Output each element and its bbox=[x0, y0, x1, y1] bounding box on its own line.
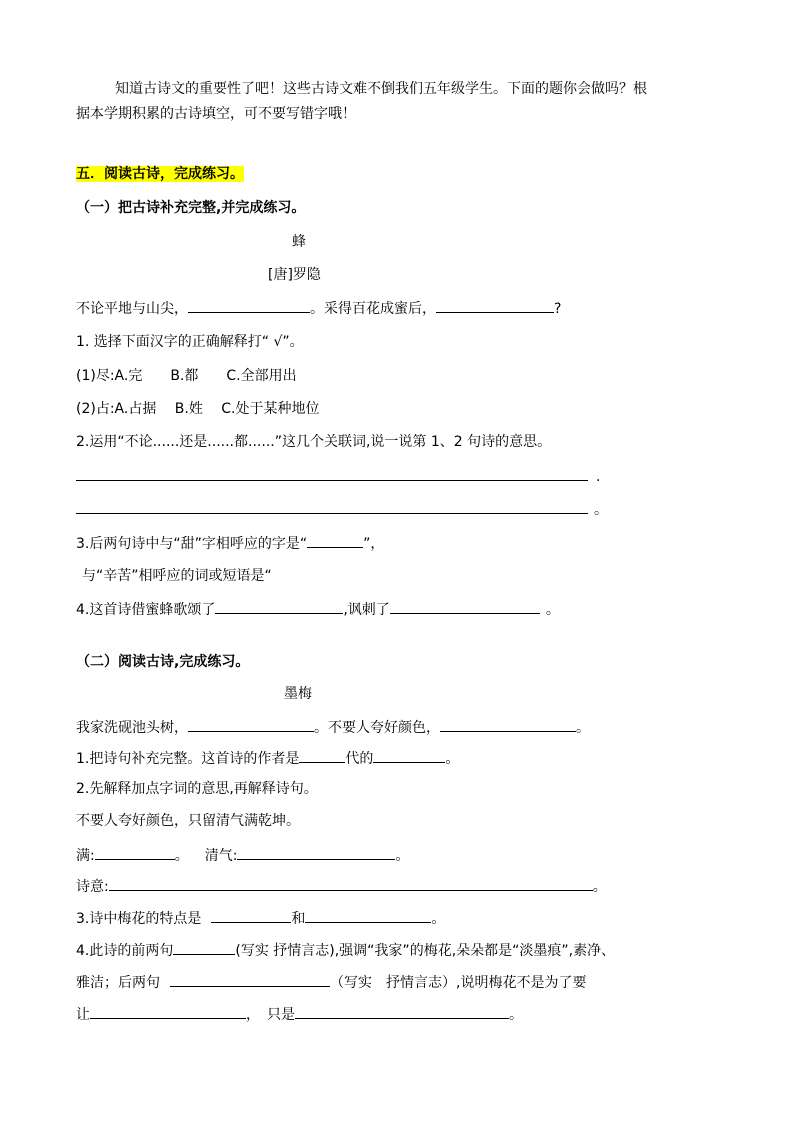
section-heading-text: 五．阅读古诗，完成练习。 bbox=[76, 166, 244, 182]
part2-heading: （二）阅读古诗,完成练习。 bbox=[76, 654, 250, 670]
intro-line-2: 据本学期积累的古诗填空，可不要写错字哦！ bbox=[76, 106, 356, 122]
part1-q3-line-2: 与“辛苦”相呼应的词或短语是“ bbox=[82, 568, 272, 584]
poem2-text-c: 。 bbox=[576, 720, 590, 736]
answer-blank[interactable] bbox=[76, 499, 588, 514]
answer-end-mark: 。 bbox=[594, 502, 608, 518]
man-end: 。 bbox=[174, 848, 189, 864]
answer-end-mark: . bbox=[596, 469, 601, 485]
part1-q3-line-1 bbox=[76, 533, 384, 554]
qingqi-blank[interactable] bbox=[237, 845, 395, 860]
p2q4-l2-pre: 雅洁；后两句 bbox=[76, 975, 160, 991]
q3-text-pre: 3.后两句诗中与“甜”字相呼应的字是“ bbox=[76, 536, 308, 552]
part2-q2-meaning bbox=[76, 876, 607, 897]
qingqi-end: 。 bbox=[395, 848, 410, 864]
poem2-fill-line bbox=[76, 717, 590, 738]
part1-q2-answer-1 bbox=[76, 466, 600, 487]
p2q4-l3-pre: 让 bbox=[76, 1007, 90, 1023]
p2q4-l3-post: 。 bbox=[509, 1007, 523, 1023]
poem2-blank-1[interactable] bbox=[188, 717, 314, 732]
q4-blank-2[interactable] bbox=[390, 599, 540, 614]
poem1-fill-line bbox=[76, 298, 561, 319]
p2q4-blank-1[interactable] bbox=[173, 940, 235, 955]
p2q1-blank-1[interactable] bbox=[299, 748, 345, 763]
intro-line-1: 知道古诗文的重要性了吧！这些古诗文难不倒我们五年级学生。下面的题你会做吗？根 bbox=[115, 81, 647, 97]
answer-blank[interactable] bbox=[76, 466, 588, 481]
part2-q4-line-2 bbox=[76, 972, 586, 993]
part1-q1-b: (2)占:A.占据 B.姓 C.处于某种地位 bbox=[76, 401, 320, 417]
part2-q2-verse: 不要人夸好颜色，只留清气满乾坤。 bbox=[76, 813, 300, 829]
part2-q3 bbox=[76, 908, 445, 929]
p2q4-l3-mid: ， 只是 bbox=[246, 1007, 295, 1023]
man-label: 满: bbox=[76, 848, 95, 864]
poem2-text-b: 。不要人夸好颜色， bbox=[314, 720, 440, 736]
poem1-blank-1[interactable] bbox=[188, 298, 310, 313]
poem2-blank-2[interactable] bbox=[440, 717, 576, 732]
part2-q1 bbox=[76, 748, 459, 769]
part1-q4 bbox=[76, 599, 560, 620]
q3-blank[interactable] bbox=[307, 533, 363, 548]
p2q3-blank-1[interactable] bbox=[211, 908, 291, 923]
part2-q2: 2.先解释加点字词的意思,再解释诗句。 bbox=[76, 781, 318, 797]
part1-heading: （一）把古诗补充完整,并完成练习。 bbox=[76, 200, 306, 216]
p2q3-text-pre: 3.诗中梅花的特点是 bbox=[76, 911, 202, 927]
p2q3-text-mid: 和 bbox=[291, 911, 306, 927]
poem1-text-a: 不论平地与山尖， bbox=[76, 301, 188, 317]
p2q4-text-pre: 4.此诗的前两句 bbox=[76, 943, 174, 959]
part1-q2-answer-2 bbox=[76, 499, 608, 520]
shiyi-label: 诗意: bbox=[76, 879, 109, 895]
part2-q4-line-1 bbox=[76, 940, 615, 961]
poem1-text-b: 。采得百花成蜜后， bbox=[310, 301, 436, 317]
p2q4-blank-3[interactable] bbox=[90, 1004, 246, 1019]
part2-q2-words bbox=[76, 845, 409, 866]
man-blank[interactable] bbox=[95, 845, 175, 860]
p2q1-text-pre: 1.把诗句补充完整。这首诗的作者是 bbox=[76, 751, 300, 767]
p2q4-text-mid: (写实 抒情言志),强调“我家”的梅花,朵朵都是“淡墨痕”,素净、 bbox=[235, 943, 616, 959]
poem1-blank-2[interactable] bbox=[436, 298, 554, 313]
part1-q1-a: (1)尽:A.完 B.都 C.全部用出 bbox=[76, 368, 297, 384]
qingqi-label: 清气: bbox=[204, 848, 238, 864]
p2q1-blank-2[interactable] bbox=[373, 748, 445, 763]
q4-text-post: 。 bbox=[545, 602, 560, 618]
poem1-text-c: ? bbox=[554, 301, 562, 317]
poem1-title: 蜂 bbox=[292, 234, 306, 250]
p2q1-text-mid: 代的 bbox=[345, 751, 374, 767]
q3-text-post: ”， bbox=[363, 536, 385, 552]
poem2-title: 墨梅 bbox=[284, 686, 312, 702]
p2q4-l2-mid: （写实 抒情言志）,说明梅花不是为了要 bbox=[330, 975, 587, 991]
poem1-author: [唐]罗隐 bbox=[268, 267, 321, 283]
part2-q4-line-3 bbox=[76, 1004, 523, 1025]
shiyi-blank[interactable] bbox=[109, 876, 593, 891]
p2q3-blank-2[interactable] bbox=[305, 908, 431, 923]
section-heading bbox=[76, 164, 244, 184]
p2q4-blank-2[interactable] bbox=[170, 972, 330, 987]
shiyi-end: 。 bbox=[592, 879, 607, 895]
p2q4-blank-4[interactable] bbox=[295, 1004, 509, 1019]
q4-text-pre: 4.这首诗借蜜蜂歌颂了 bbox=[76, 602, 216, 618]
part1-q1: 1. 选择下面汉字的正确解释打“ √”。 bbox=[76, 334, 304, 350]
p2q3-text-post: 。 bbox=[431, 911, 446, 927]
poem2-text-a: 我家洗砚池头树， bbox=[76, 720, 188, 736]
q4-text-mid: ,讽刺了 bbox=[343, 602, 390, 618]
q4-blank-1[interactable] bbox=[215, 599, 343, 614]
p2q1-text-post: 。 bbox=[445, 751, 460, 767]
part1-q2: 2.运用“不论......还是......都......”这几个关联词,说一说第 1、2 句诗的意思。 bbox=[76, 434, 552, 450]
